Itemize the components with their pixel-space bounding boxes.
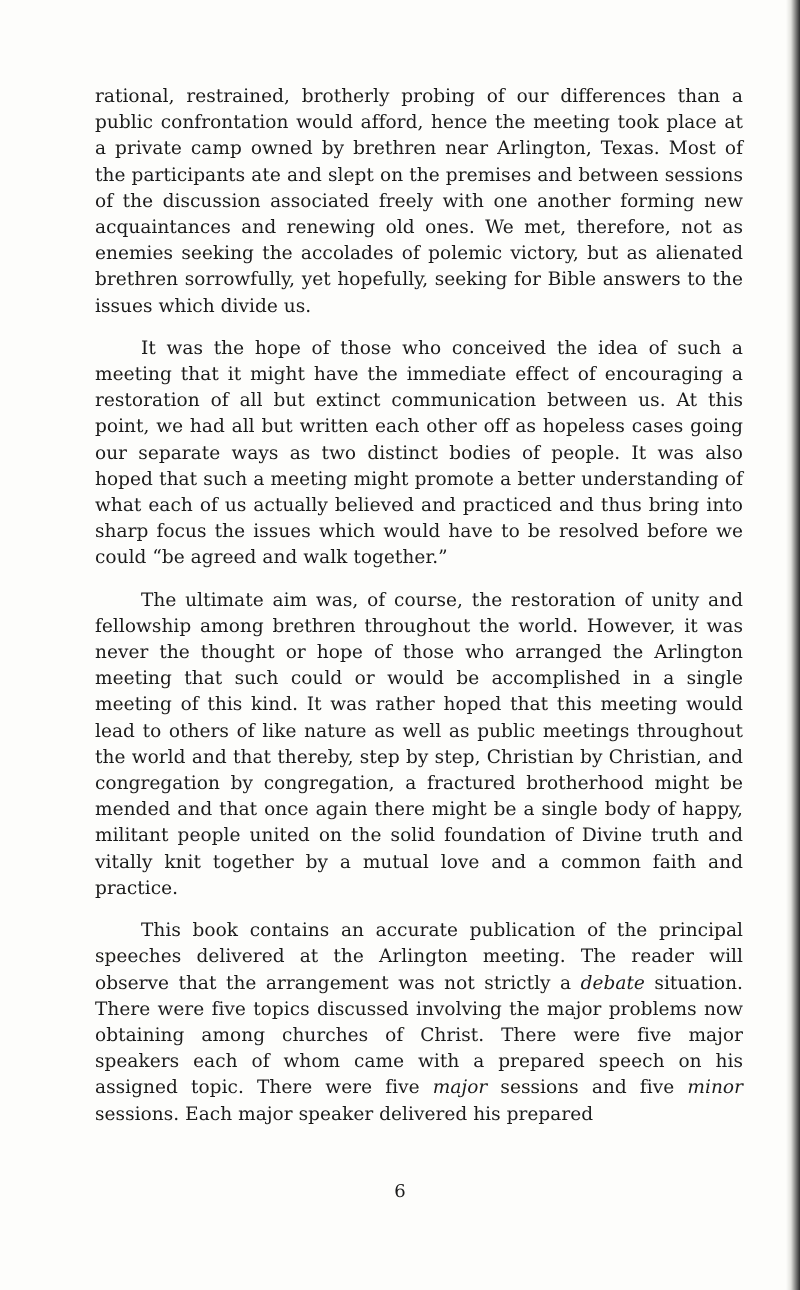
paragraph-3: The ultimate aim was, of course, the restoration of unity and fellowship among brethren throughout the world. However, it was never the thought or hope of those who arranged the Arlington meeting that such could or would be accomplished in a single meeting of this kind. It was rather hoped that this meeting would lead to others of like nature as well as public meetings throughout the world and that thereby, step by step, Christian by Christian, and congregation by congregation, a fractured brotherhood might be mended and that once again there might be a single body of happy, militant people united on the solid foundation of Divine truth and vitally knit together by a mutual love and a common faith and practice. bbox=[95, 589, 743, 899]
paragraph-4 bbox=[95, 918, 743, 1128]
italic-debate: debate bbox=[580, 972, 645, 994]
page-number: 6 bbox=[394, 1181, 406, 1202]
italic-major: major bbox=[432, 1077, 488, 1099]
page-edge-shadow bbox=[786, 0, 800, 1290]
body-text bbox=[95, 84, 743, 1128]
paragraph-2: It was the hope of those who conceived the idea of such a meeting that it might have the immediate effect of encouraging a restoration of all but extinct communication between us. At this point, we had all but written each other off as hopeless cases going our separate ways as two distinct bodies of people. It was also hoped that such a meeting might promote a better understanding of what each of us actually believed and practiced and thus bring into sharp focus the issues which would have to be resolved before we could “be agreed and walk together.” bbox=[95, 337, 743, 569]
paragraph-4-part-4: sessions. Each major speaker delivered his prepared bbox=[95, 1103, 594, 1125]
paragraph-4-part-1: This book contains an accurate publication of the principal speeches delivered at the Arlington meeting. The reader will observe that the arrangement was not strictly a bbox=[95, 920, 743, 994]
italic-minor: minor bbox=[687, 1077, 743, 1099]
paragraph-4-part-3: sessions and five bbox=[487, 1077, 688, 1099]
paragraph-4-part-2: situation. There were five topics discussed involving the major problems now obtaining among churches of Christ. There were five major speakers each of whom came with a prepared speech on his assigned topic. There were five bbox=[95, 972, 743, 1099]
paragraph-1: rational, restrained, brotherly probing of our differences than a public confrontation would afford, hence the meeting took place at a private camp owned by brethren near Arlington, Texas. Most of the participants ate and slept on the premises and between sessions of the discussion associated freely with one another forming new acquaintances and renewing old ones. We met, therefore, not as enemies seeking the accolades of polemic victory, but as alienated brethren sorrowfully, yet hopefully, seeking for Bible answers to the issues which divide us. bbox=[95, 86, 743, 317]
